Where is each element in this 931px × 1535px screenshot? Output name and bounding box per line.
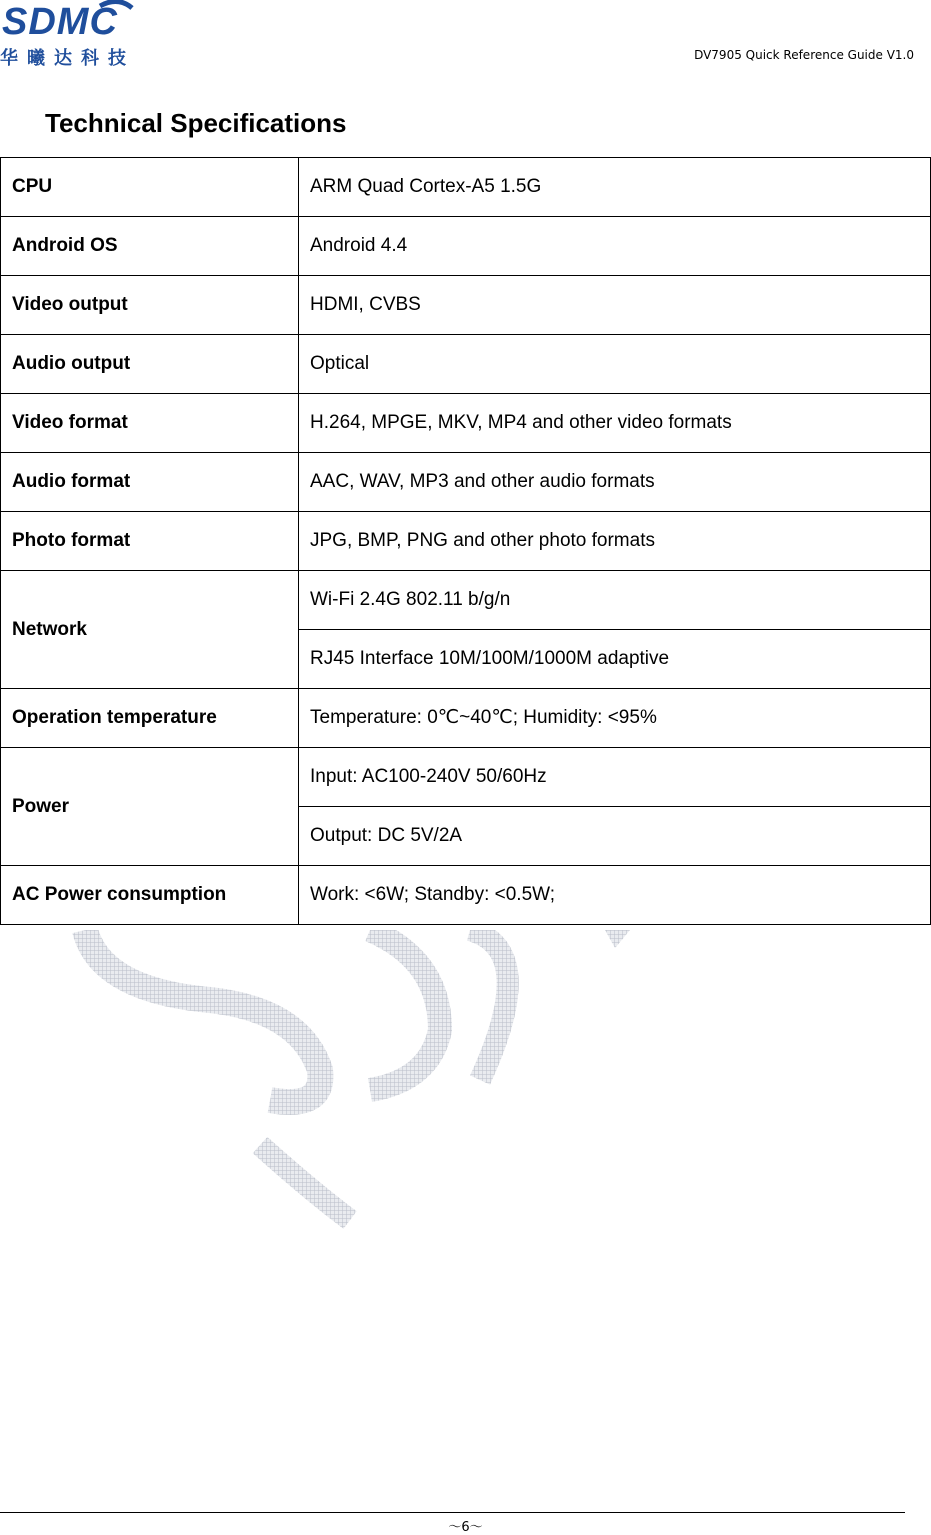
- spec-row-cpu: [1, 158, 931, 217]
- spec-label: Android OS: [1, 217, 299, 276]
- spec-row-photo-format: [1, 512, 931, 571]
- spec-value: Temperature: 0℃~40℃; Humidity: <95%: [299, 689, 931, 748]
- spec-value: ARM Quad Cortex-A5 1.5G: [299, 158, 931, 217]
- spec-label: Audio output: [1, 335, 299, 394]
- footer-divider: [0, 1512, 905, 1513]
- spec-label: Operation temperature: [1, 689, 299, 748]
- company-logo: [0, 0, 140, 70]
- spec-label: Video format: [1, 394, 299, 453]
- spec-row-operation-temperature: [1, 689, 931, 748]
- spec-value: Optical: [299, 335, 931, 394]
- logo-wordmark: SDMC: [2, 1, 118, 43]
- spec-label: Power: [1, 748, 299, 866]
- spec-value: Wi-Fi 2.4G 802.11 b/g/n: [299, 571, 931, 630]
- page-number: ～6～: [448, 1520, 483, 1535]
- logo-chinese-name: 华曦达科技: [0, 48, 135, 69]
- watermark-logo: [70, 930, 670, 1230]
- spec-label: Photo format: [1, 512, 299, 571]
- spec-row-ac-power-consumption: [1, 866, 931, 925]
- spec-value: Work: <6W; Standby: <0.5W;: [299, 866, 931, 925]
- spec-value: Input: AC100-240V 50/60Hz: [299, 748, 931, 807]
- spec-row-power: [1, 748, 931, 807]
- spec-value: HDMI, CVBS: [299, 276, 931, 335]
- page-heading: Technical Specifications: [45, 108, 347, 138]
- spec-label: Audio format: [1, 453, 299, 512]
- spec-value: H.264, MPGE, MKV, MP4 and other video formats: [299, 394, 931, 453]
- spec-row-network: [1, 571, 931, 630]
- spec-table: [0, 157, 931, 925]
- sdmc-logo-mark: [0, 0, 140, 44]
- spec-label: CPU: [1, 158, 299, 217]
- spec-row-audio-output: [1, 335, 931, 394]
- spec-value: JPG, BMP, PNG and other photo formats: [299, 512, 931, 571]
- spec-value: Output: DC 5V/2A: [299, 807, 931, 866]
- spec-value: Android 4.4: [299, 217, 931, 276]
- spec-value: AAC, WAV, MP3 and other audio formats: [299, 453, 931, 512]
- spec-label: Network: [1, 571, 299, 689]
- spec-row-video-format: [1, 394, 931, 453]
- document-title: DV7905 Quick Reference Guide V1.0: [694, 48, 914, 62]
- spec-row-audio-format: [1, 453, 931, 512]
- spec-row-video-output: [1, 276, 931, 335]
- spec-label: AC Power consumption: [1, 866, 299, 925]
- spec-row-android-os: [1, 217, 931, 276]
- spec-value: RJ45 Interface 10M/100M/1000M adaptive: [299, 630, 931, 689]
- spec-label: Video output: [1, 276, 299, 335]
